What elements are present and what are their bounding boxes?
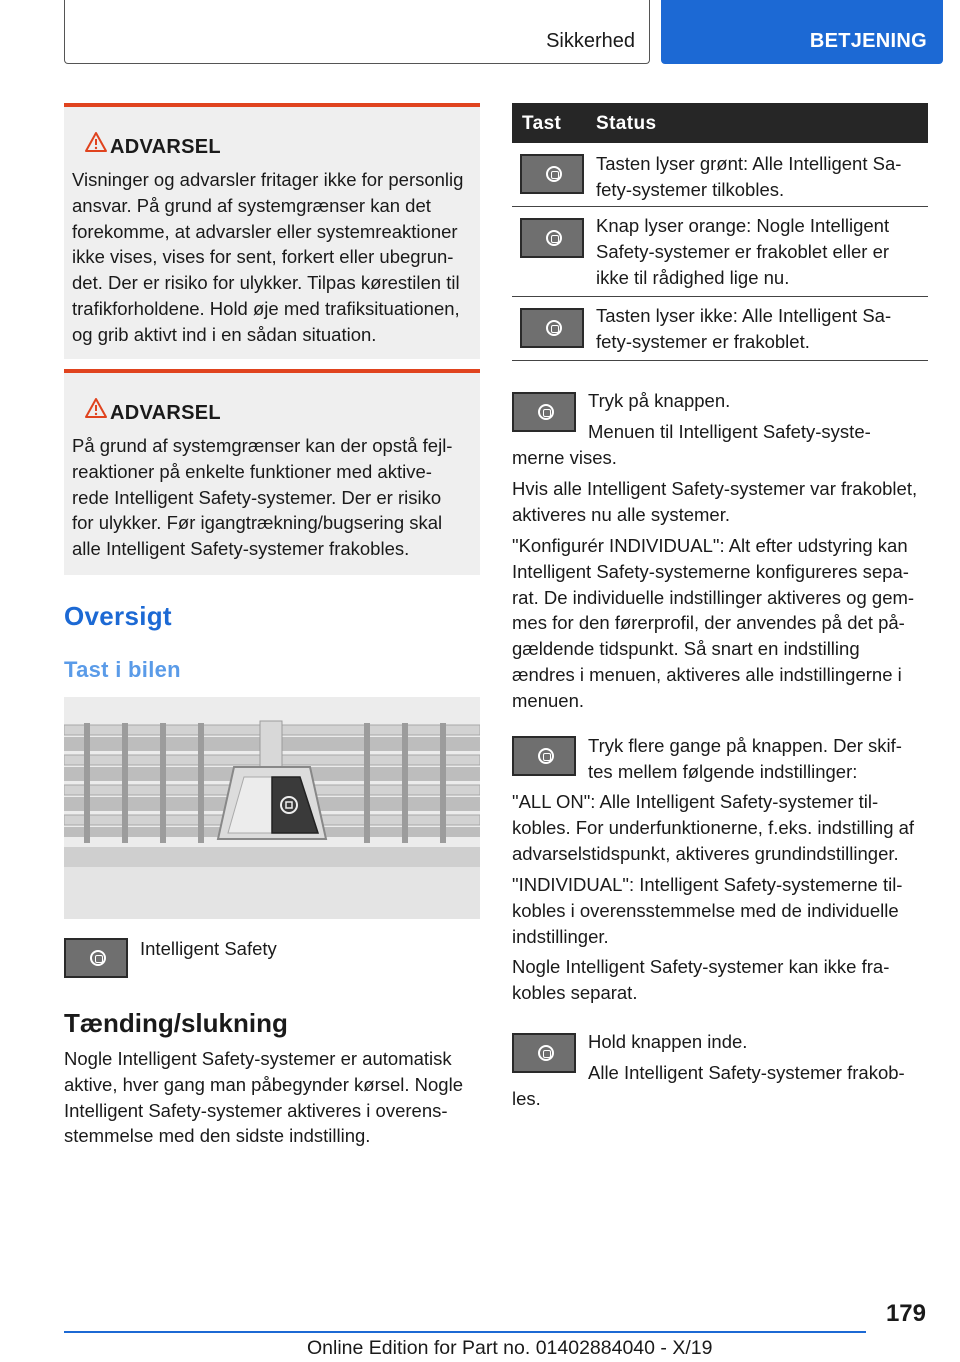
press-multi-paragraph: Tryk flere gange på knappen. Der skif- tes mellem følgende indstillinger: <box>588 735 902 782</box>
hold-step-line2: Alle Intelligent Safety-systemer frakob- <box>588 1062 905 1083</box>
table-header-key: Tast <box>522 113 562 134</box>
safety-button-icon <box>512 392 576 432</box>
safety-button-icon <box>512 1033 576 1073</box>
warning-title: ADVARSEL <box>72 135 472 159</box>
table-row: Knap lyser orange: Nogle Intelligent Safety-systemer er frakoblet eller er ikke til rådighed lige nu. <box>512 207 928 297</box>
press-step-line2: Menuen til Intelligent Safety-syste- <box>588 421 871 442</box>
warning-box-1 <box>64 103 480 359</box>
cannot-disable-paragraph: Nogle Intelligent Safety-systemer kan ikke fra- kobles separat. <box>512 956 890 1003</box>
section-heading-taending: Tænding/slukning <box>64 1008 288 1038</box>
safety-button-icon <box>520 154 584 194</box>
table-header-status: Status <box>596 113 657 134</box>
subheading-tast-i-bilen: Tast i bilen <box>64 657 181 682</box>
page-number: 179 <box>885 1300 926 1327</box>
hold-step-line1: Hold knappen inde. <box>588 1031 748 1052</box>
individual-paragraph: "INDIVIDUAL": Intelligent Safety-systemerne til- kobles i overensstemmelse med de individuelle indstillinger. <box>512 874 903 947</box>
press-step-line1: Tryk på knappen. <box>588 390 731 411</box>
intelligent-safety-button-icon <box>64 938 128 978</box>
configure-paragraph: "Konfigurér INDIVIDUAL": Alt efter udstyring kan Intelligent Safety-systemerne konfigureres sepa- rat. De individuelle indstillinger aktiveres og gem- mes for den førerprofil, der anvendes på det på- gældende tidspunkt. Så snart en indstilling ændres i menuen, aktiveres alle indstillingerne i menuen. <box>512 535 915 711</box>
table-header <box>512 103 928 143</box>
press-step-line3: merne vises. <box>512 447 617 468</box>
safety-button-icon <box>520 218 584 258</box>
warning-text: På grund af systemgrænser kan der opstå fejl- reaktioner på enkelte funktioner med aktive- rede Intelligent Safety-systemer. Der er risiko for ulykker. Før igangtrækning/bugsering skal alle Intelligent Safety-systemer frakobles. <box>72 435 453 560</box>
header-chapter-label: BETJENING <box>809 30 927 52</box>
header-chapter-tab <box>661 0 943 64</box>
all-off-paragraph: Hvis alle Intelligent Safety-systemer var frakoblet, aktiveres nu alle systemer. <box>512 478 918 525</box>
on-off-paragraph: Nogle Intelligent Safety-systemer er automatisk aktive, hver gang man påbegynder kørsel. Nogle Intelligent Safety-systemer aktiveres i overens- stemmelse med den sidste indstilling. <box>64 1048 463 1147</box>
warning-triangle-icon <box>84 397 108 419</box>
status-table <box>512 103 928 361</box>
car-button-photo <box>64 697 480 919</box>
button-caption: Intelligent Safety <box>140 938 277 959</box>
all-on-paragraph: "ALL ON": Alle Intelligent Safety-systemer til- kobles. For underfunktionerne, f.eks. indstilling af advarselstidspunkt, aktiveres grundindstillinger. <box>512 791 915 864</box>
warning-box-2 <box>64 369 480 575</box>
header-section-label: Sikkerhed <box>546 30 635 52</box>
safety-button-icon <box>520 308 584 348</box>
table-row: Tasten lyser grønt: Alle Intelligent Sa- fety-systemer tilkobles. <box>512 143 928 207</box>
hold-step-line3: les. <box>512 1088 541 1109</box>
header-section-tab <box>64 0 650 64</box>
warning-title: ADVARSEL <box>72 401 472 425</box>
warning-triangle-icon <box>84 131 108 153</box>
footer-divider <box>64 1331 866 1333</box>
section-heading-oversigt: Oversigt <box>64 601 172 631</box>
safety-button-icon <box>512 736 576 776</box>
table-row: Tasten lyser ikke: Alle Intelligent Sa- fety-systemer er frakoblet. <box>512 297 928 361</box>
warning-text: Visninger og advarsler fritager ikke for personlig ansvar. På grund af systemgrænser kan det forekomme, at advarsler eller systemreaktioner ikke vises, vises for sent, forkert eller ubegrun- det. Der er risiko for ulykker. Tilpas kørestilen til trafikforholdene. Hold øje med trafiksituationen, og grib aktivt ind i en sådan situation. <box>72 169 464 345</box>
footer-edition: Online Edition for Part no. 01402884040 - X/19 <box>307 1337 713 1359</box>
